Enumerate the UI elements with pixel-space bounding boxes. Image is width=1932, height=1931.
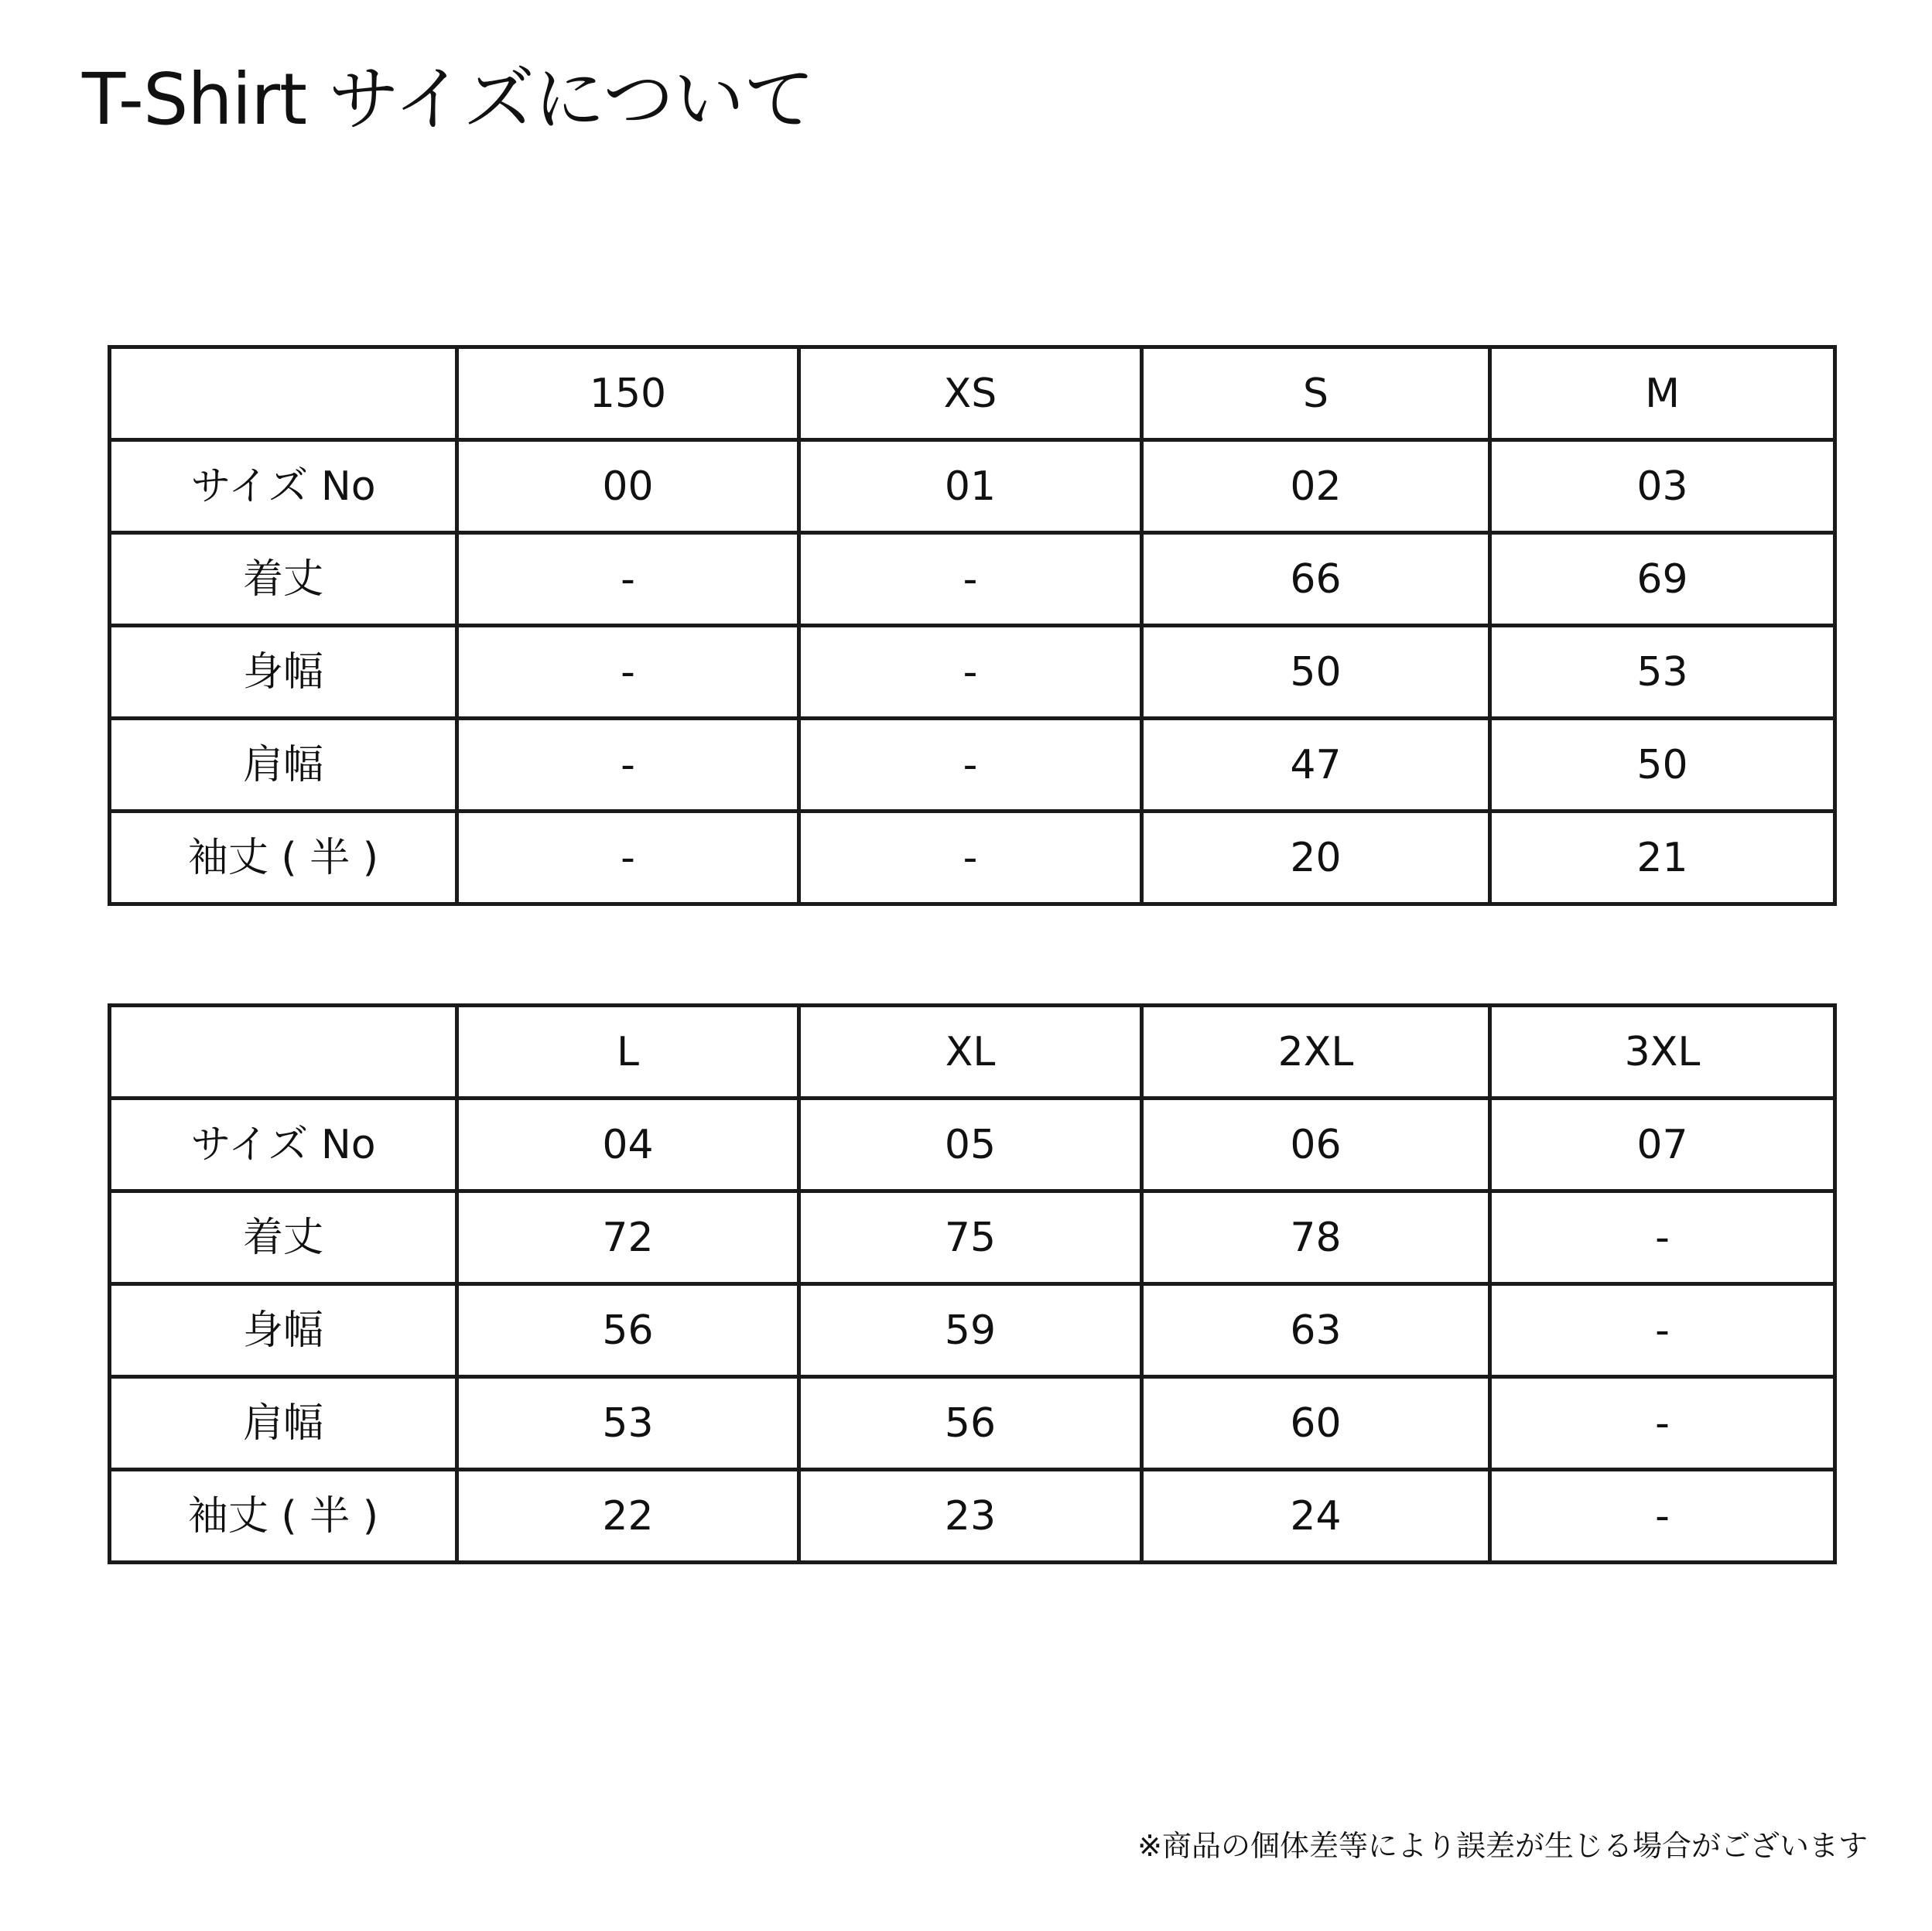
header-cell-size: XL [799, 1006, 1142, 1099]
table-cell: 53 [457, 1377, 799, 1470]
table-row [110, 440, 1835, 533]
table-cell: 50 [1490, 719, 1835, 812]
table-header-row [110, 347, 1835, 440]
table-cell: 69 [1490, 533, 1835, 626]
table-cell: 47 [1142, 719, 1490, 812]
row-label: 着丈 [110, 533, 457, 626]
table-cell: 06 [1142, 1099, 1490, 1191]
table-row [110, 1470, 1835, 1563]
table-cell: 66 [1142, 533, 1490, 626]
table-row [110, 533, 1835, 626]
table-cell: 72 [457, 1191, 799, 1284]
header-cell-empty [110, 347, 457, 440]
table-cell: - [799, 626, 1142, 719]
size-table-1 [108, 345, 1837, 906]
table-row [110, 719, 1835, 812]
table-row [110, 1284, 1835, 1377]
row-label: 着丈 [110, 1191, 457, 1284]
row-label: サイズ No [110, 1099, 457, 1191]
table-cell: 02 [1142, 440, 1490, 533]
header-cell-empty [110, 1006, 457, 1099]
table-cell: - [1490, 1470, 1835, 1563]
header-cell-size: 2XL [1142, 1006, 1490, 1099]
table-cell: 20 [1142, 812, 1490, 904]
table-cell: 56 [799, 1377, 1142, 1470]
table-row [110, 1191, 1835, 1284]
table-row [110, 812, 1835, 904]
size-table-2 [108, 1003, 1837, 1564]
row-label: 袖丈 ( 半 ) [110, 1470, 457, 1563]
table-cell: - [457, 719, 799, 812]
table-cell: - [1490, 1377, 1835, 1470]
row-label: 肩幅 [110, 719, 457, 812]
table-cell: - [1490, 1191, 1835, 1284]
row-label: 身幅 [110, 626, 457, 719]
page-title: T-Shirt サイズについて [82, 58, 815, 141]
header-cell-size: 150 [457, 347, 799, 440]
table-cell: 01 [799, 440, 1142, 533]
table-row [110, 626, 1835, 719]
table-cell: - [799, 812, 1142, 904]
table-cell: 53 [1490, 626, 1835, 719]
header-cell-size: 3XL [1490, 1006, 1835, 1099]
row-label: サイズ No [110, 440, 457, 533]
table-cell: 50 [1142, 626, 1490, 719]
table-cell: - [799, 719, 1142, 812]
table-cell: 78 [1142, 1191, 1490, 1284]
table-cell: 05 [799, 1099, 1142, 1191]
header-cell-size: M [1490, 347, 1835, 440]
table-cell: 56 [457, 1284, 799, 1377]
table-cell: 22 [457, 1470, 799, 1563]
table-cell: - [457, 533, 799, 626]
table-cell: 60 [1142, 1377, 1490, 1470]
table-row [110, 1377, 1835, 1470]
table-cell: - [457, 812, 799, 904]
footnote: ※商品の個体差等により誤差が生じる場合がございます [1137, 1829, 1868, 1863]
table-cell: 04 [457, 1099, 799, 1191]
row-label: 肩幅 [110, 1377, 457, 1470]
table-row [110, 1099, 1835, 1191]
table-cell: 07 [1490, 1099, 1835, 1191]
table-cell: 75 [799, 1191, 1142, 1284]
table-cell: 63 [1142, 1284, 1490, 1377]
table-cell: - [799, 533, 1142, 626]
table-header-row [110, 1006, 1835, 1099]
table-cell: 59 [799, 1284, 1142, 1377]
table-cell: 23 [799, 1470, 1142, 1563]
table-cell: - [457, 626, 799, 719]
header-cell-size: XS [799, 347, 1142, 440]
header-cell-size: S [1142, 347, 1490, 440]
table-cell: 00 [457, 440, 799, 533]
row-label: 身幅 [110, 1284, 457, 1377]
table-cell: 24 [1142, 1470, 1490, 1563]
header-cell-size: L [457, 1006, 799, 1099]
table-cell: 21 [1490, 812, 1835, 904]
row-label: 袖丈 ( 半 ) [110, 812, 457, 904]
table-cell: - [1490, 1284, 1835, 1377]
table-cell: 03 [1490, 440, 1835, 533]
